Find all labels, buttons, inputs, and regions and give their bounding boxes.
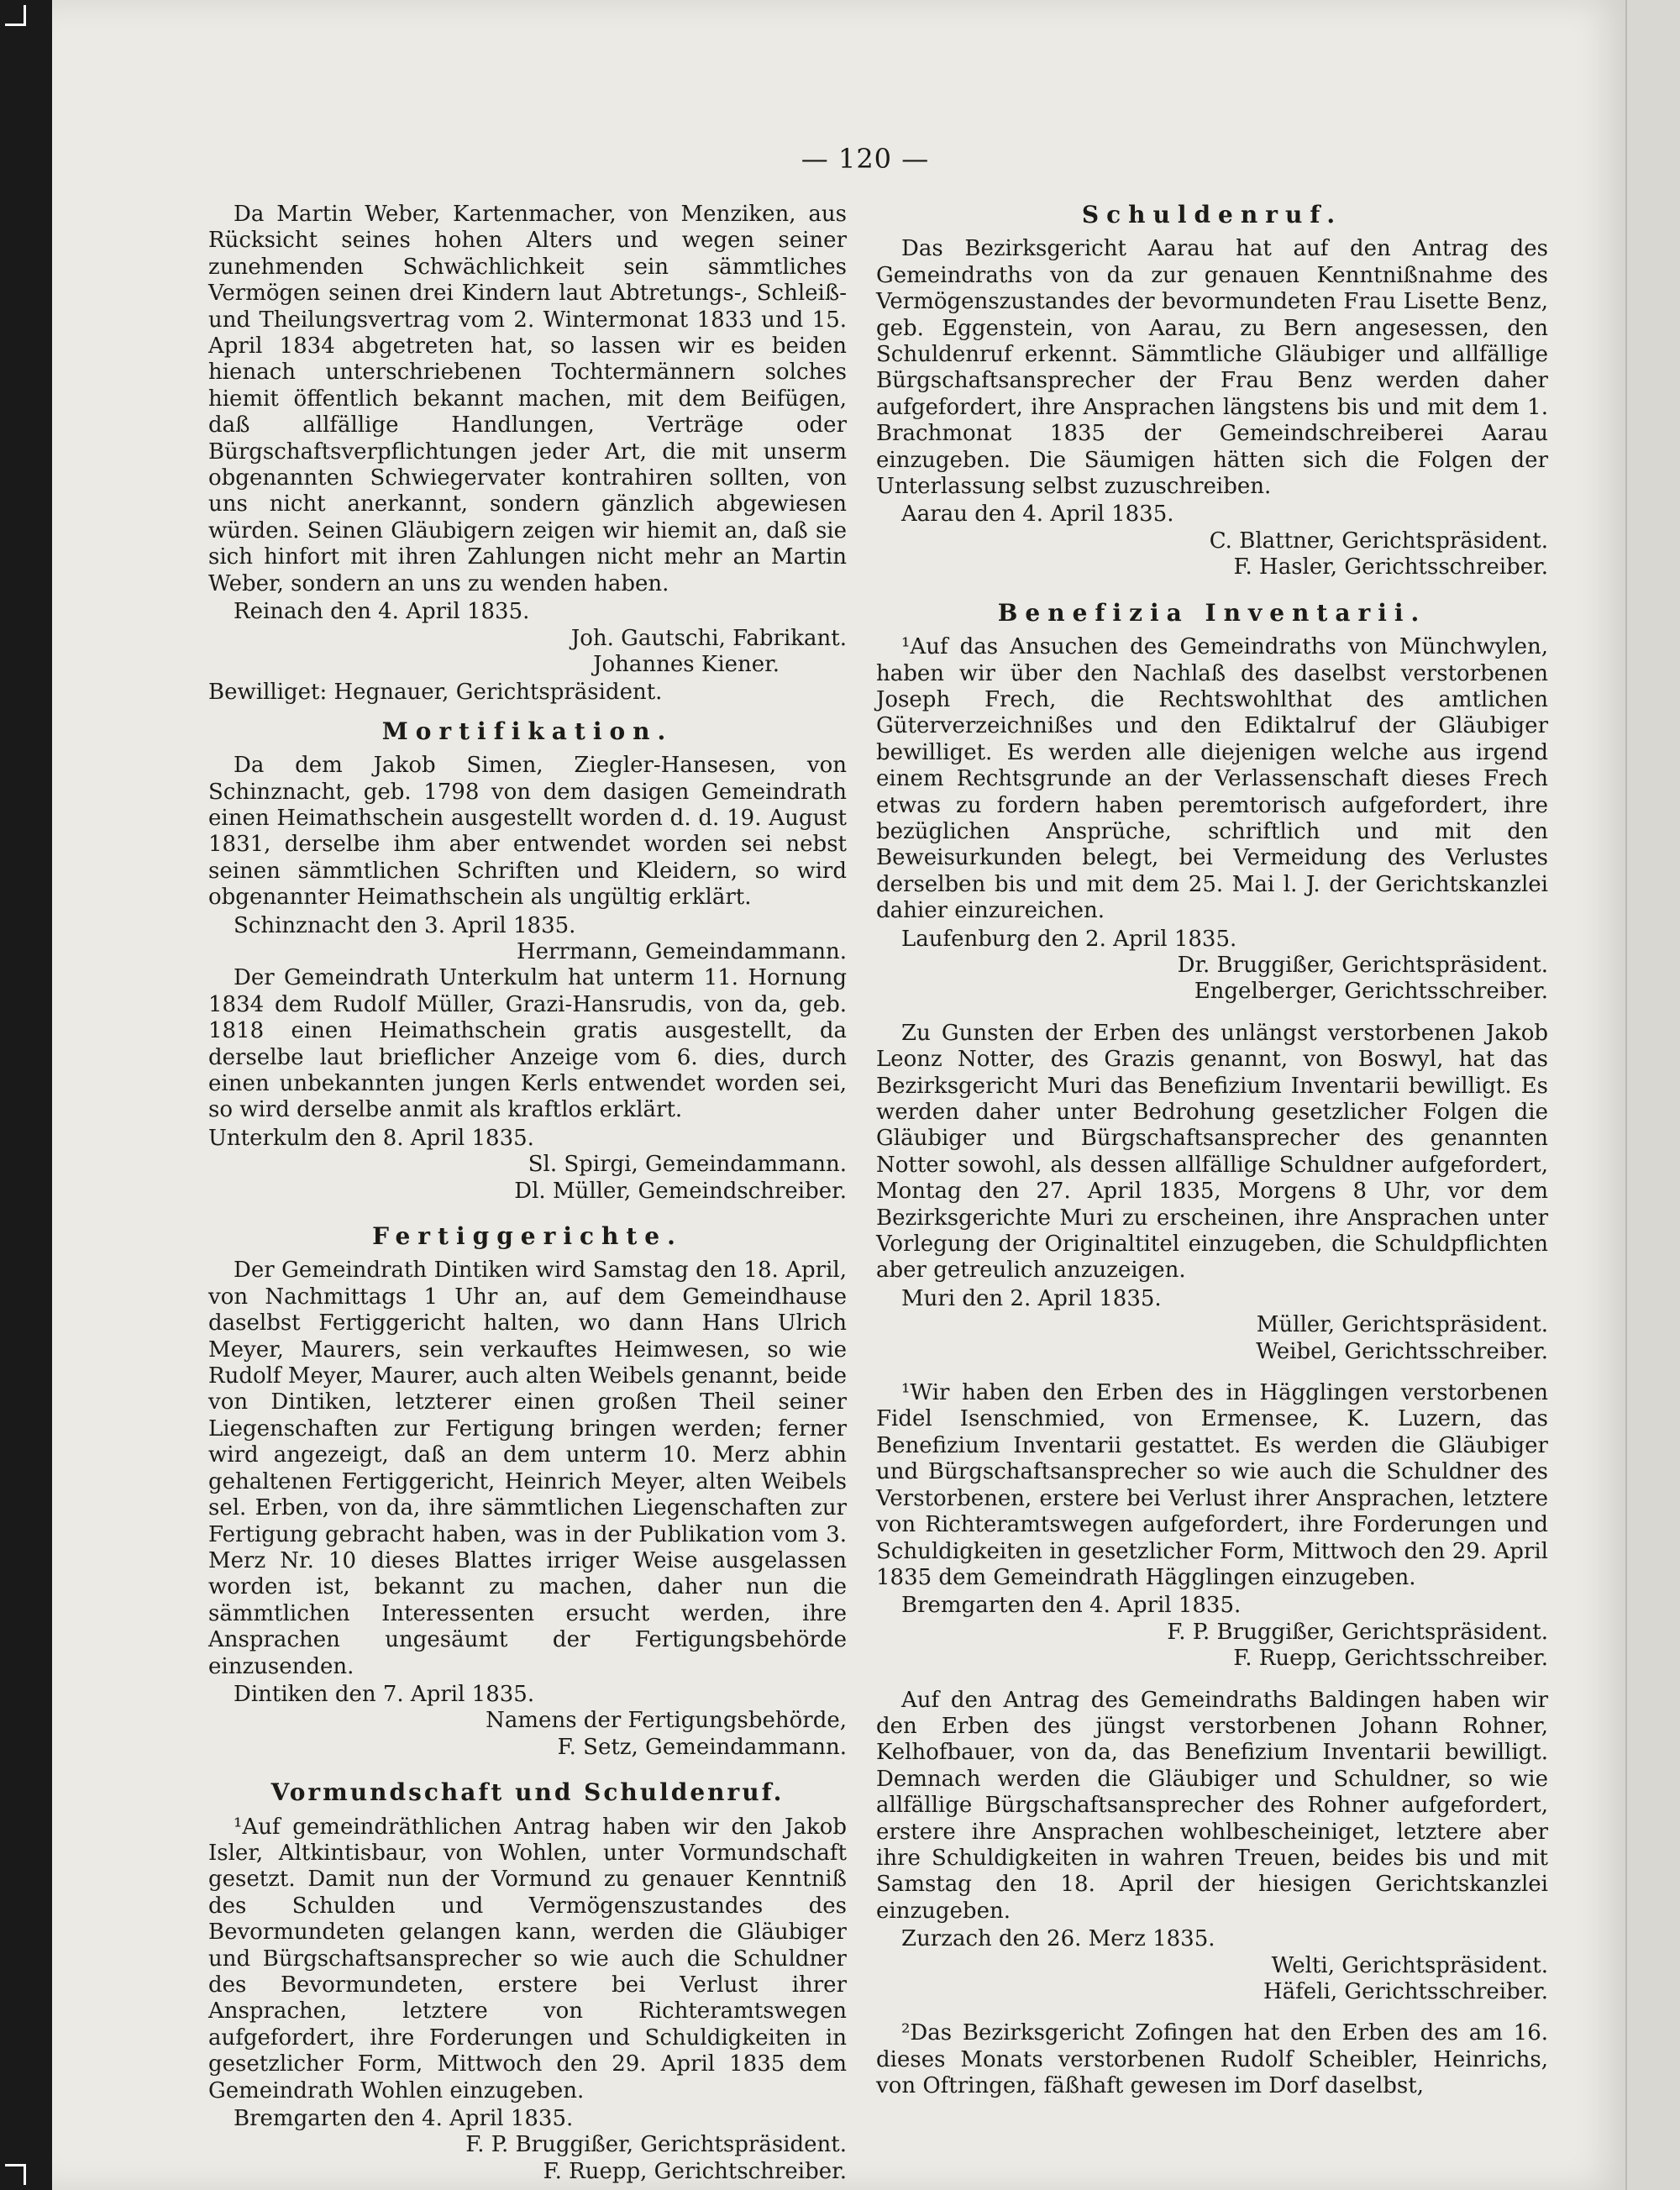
- notice-place-date: Reinach den 4. April 1835.: [234, 599, 530, 625]
- notice-isenschmied: [876, 1380, 1548, 1672]
- signature: Herrmann, Gemeindammann.: [516, 938, 847, 964]
- signature: Weibel, Gerichtsschreiber.: [1256, 1338, 1548, 1364]
- notice-text: Zu Gunsten der Erben des unlängst verstorbenen Jakob Leonz Notter, des Grazis genannt, von Boswyl, hat das Bezirksgericht Muri das Benefizium Inventarii bewilligt. Es werden daher unter Bedrohung gesetzlicher Folgen die Gläubiger und Bürgschaftsansprecher des genannten Notter sowohl, als dessen allfällige Schuldner aufgefordert, Montag den 27. April 1835, Morgens 8 Uhr, vor dem Bezirksgerichte Muri zu erscheinen, ihre Ansprachen unter Vorlegung der Originaltitel einzugeben, die Schuldpflichten aber getreulich anzuzeigen.: [876, 1020, 1548, 1284]
- notice-text: ¹Auf gemeindräthlichen Antrag haben wir den Jakob Isler, Altkintisbaur, von Wohlen, unter Vormundschaft gesetzt. Damit nun der Vormund zu genauer Kenntniß des Schulden und Vermögenszustandes des Bevormundeten gelangen kann, werden die Gläubiger und Bürgschaftsansprecher so wie auch die Schuldner des Bevormundeten, erstere bei Verlust ihrer Ansprachen, letztere von Richteramtswegen aufgefordert, ihre Forderungen und Schuldigkeiten in gesetzlicher Form, Mittwoch den 29. April 1835 dem Gemeindrath Wohlen einzugeben.: [208, 1814, 847, 2103]
- notice-text: ²Das Bezirksgericht Zofingen hat den Erben des am 16. dieses Monats verstorbenen Rudolf Scheibler, Heinrichs, von Oftringen, fäßhaft gewesen im Dorf daselbst,: [876, 2020, 1548, 2099]
- notice-place-date: Dintiken den 7. April 1835.: [234, 1681, 535, 1707]
- signature: Häfeli, Gerichtsschreiber.: [1263, 1979, 1548, 2004]
- notice-text: ¹Auf das Ansuchen des Gemeindraths von Münchwylen, haben wir über den Nachlaß des daselbst verstorbenen Joseph Frech, die Rechtswohlthat des amtlichen Güterverzeichnißes und den Ediktalruf der Gläubiger bewilliget. Es werden alle diejenigen welche aus irgend einem Rechtsgrunde an der Verlassenschaft dieses Frech etwas zu fordern haben peremtorisch aufgefordert, ihre bezüglichen Ansprüche, schriftlich und mit den Beweisurkunden belegt, bei Vermeidung des Verlustes derselben bis und mit dem 25. Mai l. J. der Gerichtskanzlei dahier einzureichen.: [876, 634, 1548, 924]
- notice-text: Auf den Antrag des Gemeindraths Baldingen haben wir den Erben des jüngst verstorbenen Johann Rohner, Kelhofbauer, von da, das Benefizium Inventarii bewilligt. Demnach werden die Gläubiger und Schuldner, so wie allfällige Bürgschaftsansprecher des Rohner aufgefordert, erstere ihre Ansprachen wohlbescheiniget, letztere aber ihre Schuldigkeiten in wahren Treuen, beides bis und mit Samstag den 18. April der hiesigen Gerichtskanzlei einzugeben.: [876, 1687, 1548, 1924]
- left-column: [208, 202, 847, 2185]
- notice-fertiggerichte: [208, 1258, 847, 1761]
- notice-text: ¹Wir haben den Erben des in Hägglingen verstorbenen Fidel Isenschmied, von Ermensee, K. Luzern, das Benefizium Inventarii gestattet. Es werden die Gläubiger und Bürgschaftsansprecher so wie auch die Schuldner des Verstorbenen, erstere bei Verlust ihrer Ansprachen, letztere von Richteramtswegen aufgefordert, ihre Forderungen und Schuldigkeiten in gesetzlicher Form, Mittwoch den 29. April 1835 dem Gemeindrath Hägglingen einzugeben.: [876, 1380, 1548, 1590]
- section-heading-schuldenruf: Schuldenruf.: [1081, 201, 1343, 228]
- notice-muenchwylen: [876, 634, 1548, 1006]
- signature: F. Setz, Gemeindammann.: [557, 1734, 847, 1760]
- signature: Joh. Gautschi, Fabrikant.: [570, 625, 847, 651]
- notice-mortifikation: [208, 753, 847, 1205]
- signature: F. Hasler, Gerichtsschreiber.: [1233, 554, 1548, 580]
- notice-text: Da dem Jakob Simen, Ziegler-Hansesen, von Schinznacht, geb. 1798 von dem dasigen Gemeindrath einen Heimathschein ausgestellt worden d. d. 19. August 1831, derselbe ihm aber entwendet worden sei nebst seinen sämmtlichen Schriften und Kleidern, so wird obgenannter Heimathschein als ungültig erklärt.: [208, 753, 847, 911]
- notice-text: Der Gemeindrath Unterkulm hat unterm 11. Hornung 1834 dem Rudolf Müller, Grazi-Hansrudis, von da, geb. 1818 einen Heimathschein gratis ausgestellt, da derselbe laut brieflicher Anzeige vom 6. dies, durch einen unbekannten jungen Kerls entwendet worden sei, so wird derselbe anmit als kraftlos erklärt.: [208, 965, 847, 1123]
- signature: Engelberger, Gerichtsschreiber.: [1194, 979, 1548, 1005]
- notice-schuldenruf: [876, 236, 1548, 580]
- notice-scheibler: [876, 2020, 1548, 2099]
- notice-place-date: Muri den 2. April 1835.: [901, 1285, 1162, 1311]
- signature: Johannes Kiener.: [593, 651, 780, 677]
- signature: Dl. Müller, Gemeindschreiber.: [514, 1178, 847, 1204]
- next-page-edge: [1625, 0, 1680, 2190]
- notice-place-date: Schinznacht den 3. April 1835.: [234, 912, 576, 938]
- notice-place-date: Zurzach den 26. Merz 1835.: [901, 1926, 1215, 1952]
- corner-crop-mark: [5, 5, 26, 26]
- notice-place-date: Laufenburg den 2. April 1835.: [901, 926, 1237, 952]
- section-heading-vormundschaft: Vormundschaft und Schuldenruf.: [270, 1778, 785, 1807]
- notice-place-date: Bremgarten den 4. April 1835.: [234, 2106, 574, 2132]
- signature: F. Ruepp, Gerichtschreiber.: [543, 2158, 847, 2184]
- approval-line: Bewilliget: Hegnauer, Gerichtspräsident.: [208, 680, 663, 706]
- signature: Müller, Gerichtspräsident.: [1256, 1312, 1548, 1338]
- notice-notter: [876, 1021, 1548, 1365]
- signature: C. Blattner, Gerichtspräsident.: [1209, 528, 1548, 554]
- notice-text: Das Bezirksgericht Aarau hat auf den Antrag des Gemeindraths von da zur genauen Kenntnißnahme des Vermögenszustandes der bevormundeten Frau Lisette Benz, geb. Eggenstein, von Aarau, zu Bern angesessen, den Schuldenruf erkennt. Sämmtliche Gläubiger und allfällige Bürgschaftsansprecher der Frau Benz werden daher aufgefordert, ihre Ansprachen längstens bis und mit dem 1. Brachmonat 1835 der Gemeindschreiberei Aarau einzugeben. Die Säumigen hätten sich die Folgen der Unterlassung selbst zuzuschreiben.: [876, 236, 1548, 500]
- notice-place-date: Aarau den 4. April 1835.: [901, 502, 1174, 528]
- section-heading-benefizia: Benefizia Inventarii.: [997, 598, 1427, 627]
- notice-weber: [208, 202, 847, 706]
- section-heading-fertiggerichte: Fertiggerichte.: [372, 1222, 683, 1251]
- notice-place-date: Unterkulm den 8. April 1835.: [208, 1125, 534, 1151]
- right-column: [876, 202, 1548, 2100]
- notice-place-date: Bremgarten den 4. April 1835.: [901, 1593, 1242, 1619]
- signature: Dr. Bruggißer, Gerichtspräsident.: [1177, 952, 1548, 978]
- notice-text: Der Gemeindrath Dintiken wird Samstag den 18. April, von Nachmittags 1 Uhr an, auf dem Gemeindhause daselbst Fertiggericht halten, wo dann Hans Ulrich Meyer, Maurers, sein verkauftes Heimwesen, so wie Rudolf Meyer, Maurer, auch alten Weibels genannt, beide von Dintiken, letzterer einen großen Theil seiner Liegenschaften zur Fertigung bringen werden; ferner wird angezeigt, daß an dem unterm 10. Merz abhin gehaltenen Fertiggericht, Heinrich Meyer, alten Weibels sel. Erben, von da, ihre sämmtlichen Liegenschaften zur Fertigung gebracht haben, was in der Publikation vom 3. Merz Nr. 10 dieses Blattes irriger Weise ausgelassen worden ist, bekannt zu machen, daher nun die sämmtlichen Interessenten ersucht werden, ihre Ansprachen ungesäumt der Fertigungsbehörde einzusenden.: [208, 1258, 847, 1679]
- signature: Welti, Gerichtspräsident.: [1271, 1952, 1548, 1978]
- section-heading-mortifikation: Mortifikation.: [381, 717, 674, 745]
- notice-text: Da Martin Weber, Kartenmacher, von Menziken, aus Rücksicht seines hohen Alters und wegen seiner zunehmenden Schwächlichkeit sein sämmtliches Vermögen seinen drei Kindern laut Abtretungs-, Schleiß- und Theilungsvertrag vom 2. Wintermonat 1833 und 15. April 1834 abgetreten hat, so lassen wir es beiden hienach unterschriebenen Tochtermännern solches hiemit öffentlich bekannt machen, mit dem Beifügen, daß allfällige Handlungen, Verträge oder Bürgschaftsverpflichtungen jeder Art, die mit unserm obgenannten Schwiegervater kontrahiren sollten, von uns nicht anerkannt, sondern gänzlich abgewiesen würden. Seinen Gläubigern zeigen wir hiemit an, daß sie sich hinfort mit ihren Zahlungen nicht mehr an Martin Weber, sondern an uns zu wenden haben.: [208, 202, 847, 596]
- notice-rohner: [876, 1688, 1548, 2006]
- signature: Namens der Fertigungsbehörde,: [486, 1708, 847, 1734]
- signature: F. P. Bruggißer, Gerichtspräsident.: [465, 2132, 847, 2158]
- corner-crop-mark: [5, 2164, 26, 2185]
- notice-vormundschaft: [208, 1814, 847, 2186]
- signature: Sl. Spirgi, Gemeindammann.: [528, 1152, 847, 1178]
- signature: F. Ruepp, Gerichtsschreiber.: [1233, 1646, 1548, 1672]
- signature: F. P. Bruggißer, Gerichtspräsident.: [1167, 1619, 1548, 1645]
